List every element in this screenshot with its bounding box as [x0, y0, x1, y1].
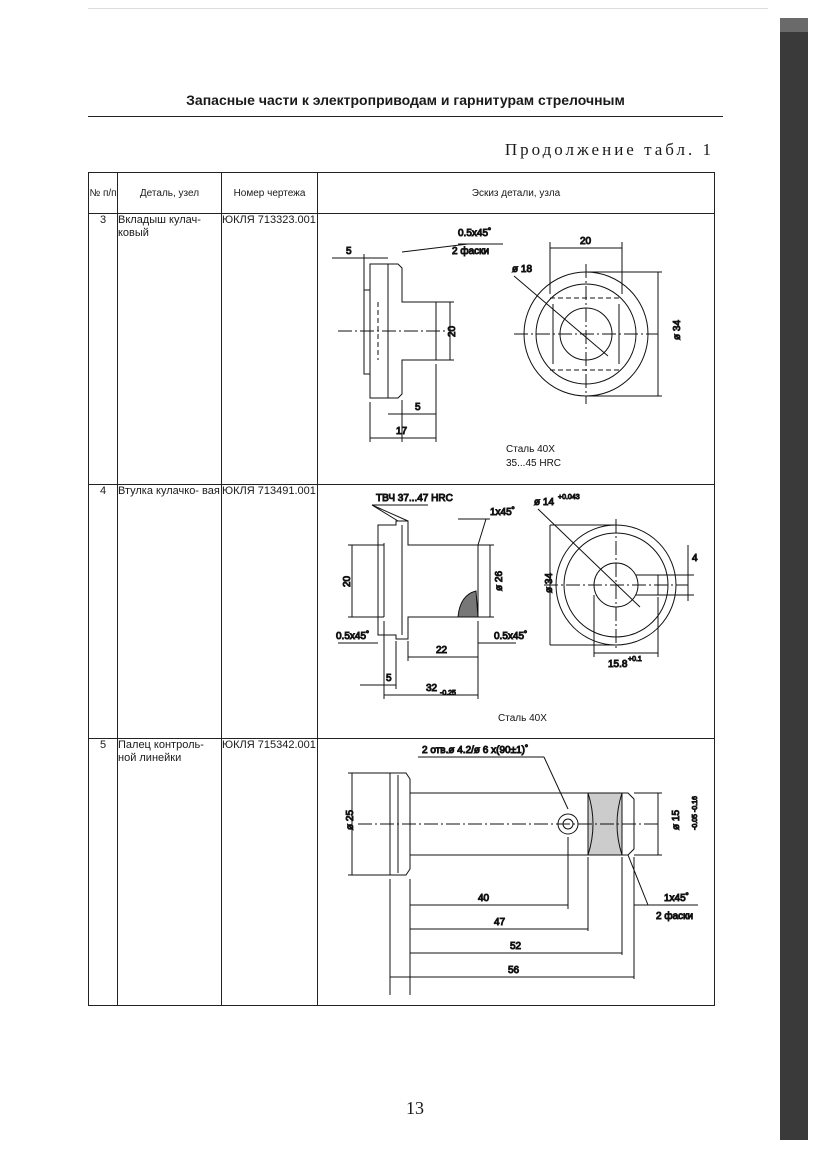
col-header-sketch: Эскиз детали, узла	[318, 173, 715, 214]
dim-56: 56	[508, 965, 520, 976]
dim-32-tolerance: -0.25	[440, 690, 456, 697]
dim-keyway-4: 4	[692, 553, 698, 564]
dim-22: 22	[436, 645, 448, 656]
dim-chamfer-count: 2 фаски	[452, 246, 490, 257]
row-num: 5	[89, 739, 118, 1006]
dim-32: 32	[426, 683, 438, 694]
dim-chamfer-right: 0.5x45˚	[494, 631, 528, 642]
sketch-control-pin	[318, 739, 714, 1005]
dim-dia-34: ø 34	[544, 572, 555, 593]
table-header-row	[89, 173, 715, 214]
dim-17: 17	[396, 426, 408, 437]
dim-dia-14-tolerance: +0.043	[558, 494, 580, 501]
dim-dia-15-tolerance: -0.05 -0.16	[692, 796, 699, 830]
row-part-name: Палец контроль- ной линейки	[118, 739, 222, 1006]
row-num: 4	[89, 485, 118, 739]
material-line-1: Сталь 40Х	[498, 713, 547, 724]
page-number: 13	[406, 1098, 424, 1118]
dim-dia-26: ø 26	[494, 570, 505, 591]
running-header: Запасные части к электроприводам и гарнитурам стрелочным	[186, 92, 625, 108]
sketch-cam-liner	[318, 214, 714, 484]
dim-height-20: 20	[342, 575, 353, 587]
dim-width-20: 20	[580, 236, 592, 247]
row-num: 3	[89, 214, 118, 485]
dim-52: 52	[510, 941, 522, 952]
dim-chamfer: 1x45˚	[664, 893, 690, 904]
table-row	[89, 485, 715, 739]
dim-dia-34: ø 34	[672, 319, 683, 340]
dim-15-8: 15.8	[608, 659, 628, 670]
row-sketch	[318, 214, 715, 485]
col-header-part: Деталь, узел	[118, 173, 222, 214]
dim-holes: 2 отв.ø 4.2/ø 6 x(90±1)˚	[422, 745, 529, 756]
dim-40: 40	[478, 893, 490, 904]
material-line-1: Сталь 40Х	[506, 444, 555, 455]
dim-dia-18: ø 18	[512, 264, 533, 275]
scan-binding-shadow	[780, 18, 808, 1140]
row-drawing-number: ЮКЛЯ 713491.001	[222, 485, 318, 739]
row-part-name: Втулка кулачко- вая	[118, 485, 222, 739]
dim-chamfer: 0.5x45˚	[458, 228, 492, 239]
scan-edge-line	[88, 8, 768, 9]
table-row	[89, 214, 715, 485]
dim-5: 5	[346, 246, 352, 257]
row-part-name: Вкладыш кулач- ковый	[118, 214, 222, 485]
sketch-cam-bushing	[318, 485, 714, 738]
dim-chamfer-count: 2 фаски	[656, 911, 694, 922]
material-line-2: 35...45 HRC	[506, 458, 562, 469]
table-row	[89, 739, 715, 1006]
dim-dia-25: ø 25	[345, 809, 356, 830]
dim-hardening: ТВЧ 37...47 HRC	[376, 493, 453, 504]
row-drawing-number: ЮКЛЯ 713323.001	[222, 214, 318, 485]
dim-5-bottom: 5	[415, 402, 421, 413]
col-header-drawing: Номер чертежа	[222, 173, 318, 214]
col-header-num: № п/п	[89, 173, 118, 214]
dim-dia-15: ø 15	[671, 809, 682, 830]
dim-47: 47	[494, 917, 506, 928]
dim-dia-14: ø 14	[534, 497, 555, 508]
dim-height-20: 20	[447, 325, 458, 337]
row-sketch	[318, 485, 715, 739]
dim-chamfer-1x45: 1x45˚	[490, 507, 516, 518]
header-rule	[88, 116, 723, 117]
row-sketch	[318, 739, 715, 1006]
dim-5: 5	[386, 673, 392, 684]
dim-chamfer-left: 0.5x45˚	[336, 631, 370, 642]
row-drawing-number: ЮКЛЯ 715342.001	[222, 739, 318, 1006]
parts-table	[88, 172, 715, 1006]
dim-15-8-tolerance: +0.1	[628, 656, 642, 663]
table-continuation-caption: Продолжение табл. 1	[504, 140, 714, 159]
scan-binding-shadow-top	[780, 18, 808, 32]
